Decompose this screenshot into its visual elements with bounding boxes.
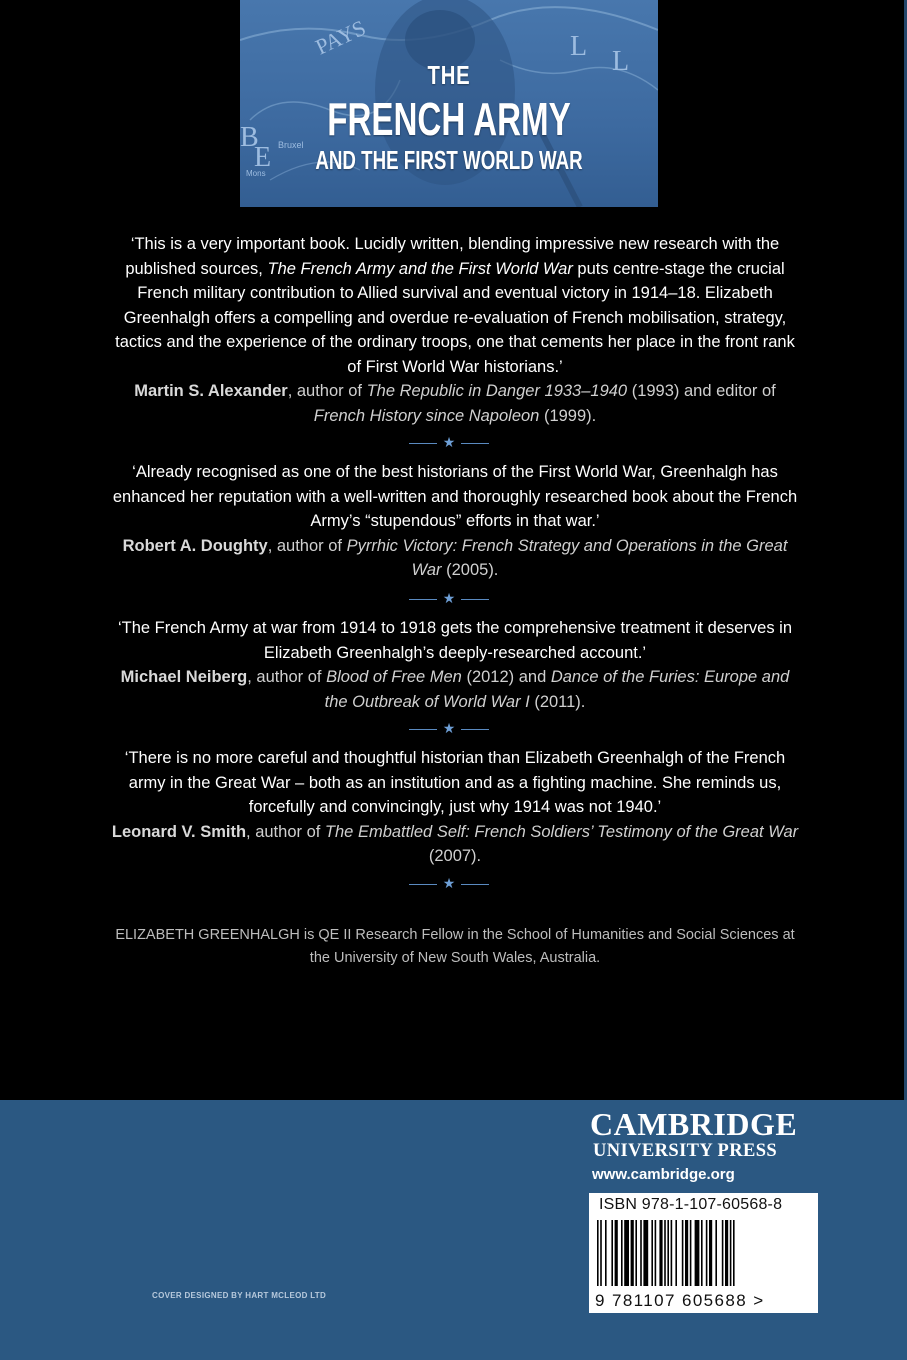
quote-attribution: Leonard V. Smith, author of The Embattled Self: French Soldiers’ Testimony of the Great War (2007). bbox=[111, 822, 799, 865]
isbn-label: ISBN 978-1-107-60568-8 bbox=[599, 1196, 783, 1213]
star-divider bbox=[409, 875, 489, 891]
quote-text: ‘This is a very important book. Lucidly written, blending impressive new research with the published sources, The French Army and the First World War puts centre-stage the crucial French military contribution to Allied survival and eventual victory in 1914–18. Elizabeth Greenhalgh offers a compelling and overdue re-evaluation of French mobilisation, strategy, tactics and the experience of the ordinary troops, one that cements her place in the front rank of First World War historians.’ bbox=[115, 235, 795, 376]
star-icon: ★ bbox=[442, 720, 456, 736]
review-quote bbox=[110, 616, 800, 714]
map-label: E bbox=[254, 142, 272, 173]
star-icon: ★ bbox=[442, 875, 456, 891]
barcode-icon bbox=[597, 1220, 811, 1290]
author-bio: ELIZABETH GREENHALGH is QE II Research Fellow in the School of Humanities and Social Sciences at the University of New South Wales, Australia. bbox=[115, 927, 795, 966]
cover-thumbnail bbox=[240, 0, 658, 207]
cover-title-main: FRENCH ARMY bbox=[327, 93, 571, 145]
star-divider bbox=[409, 434, 489, 450]
quote-text: ‘There is no more careful and thoughtful historian than Elizabeth Greenhalgh of the French army in the Great War – both as an institution and as a fighting machine. She reminds us, forcefully and convincingly, just why 1914 was not 1940.’ bbox=[124, 749, 786, 816]
publisher-url: www.cambridge.org bbox=[592, 1166, 735, 1183]
cover-title-the: THE bbox=[427, 60, 471, 90]
map-label: Mons bbox=[246, 169, 266, 178]
quote-attribution: Robert A. Doughty, author of Pyrrhic Victory: French Strategy and Operations in the Great War (2005). bbox=[122, 536, 788, 579]
star-divider bbox=[409, 720, 489, 736]
map-label: PAYS bbox=[311, 14, 370, 60]
publisher-logo-name: CAMBRIDGE bbox=[590, 1106, 798, 1142]
quote-text: ‘Already recognised as one of the best historians of the First World War, Greenhalgh has enhanced her reputation with a well-written and thoroughly researched book about the French Army’s “stupendous” efforts in that war.’ bbox=[112, 463, 798, 530]
review-quote bbox=[110, 460, 800, 583]
cover-title-subtitle: AND THE FIRST WORLD WAR bbox=[315, 145, 583, 175]
map-label: L bbox=[570, 31, 588, 62]
review-quote bbox=[110, 232, 800, 428]
map-label: B bbox=[240, 122, 259, 153]
map-label: Bruxel bbox=[278, 140, 304, 150]
star-divider bbox=[409, 590, 489, 606]
cover-credit: COVER DESIGNED BY HART MCLEOD LTD bbox=[152, 1291, 327, 1300]
barcode-digits: 9 781107 605688 > bbox=[595, 1291, 765, 1310]
review-quote bbox=[110, 746, 800, 869]
quote-attribution: Michael Neiberg, author of Blood of Free Men (2012) and Dance of the Furies: Europe and the Outbreak of World War I (2011). bbox=[120, 668, 790, 711]
star-icon: ★ bbox=[442, 434, 456, 450]
map-label: L bbox=[612, 46, 630, 77]
quote-attribution: Martin S. Alexander, author of The Republic in Danger 1933–1940 (1993) and editor of French History since Napoleon (1999). bbox=[134, 382, 776, 425]
publisher-logo-sub: UNIVERSITY PRESS bbox=[593, 1141, 778, 1161]
quote-text: ‘The French Army at war from 1914 to 1918 gets the comprehensive treatment it deserves in Elizabeth Greenhalgh’s deeply-researched account.’ bbox=[117, 619, 793, 662]
isbn-barcode bbox=[589, 1193, 818, 1313]
star-icon: ★ bbox=[442, 590, 456, 606]
